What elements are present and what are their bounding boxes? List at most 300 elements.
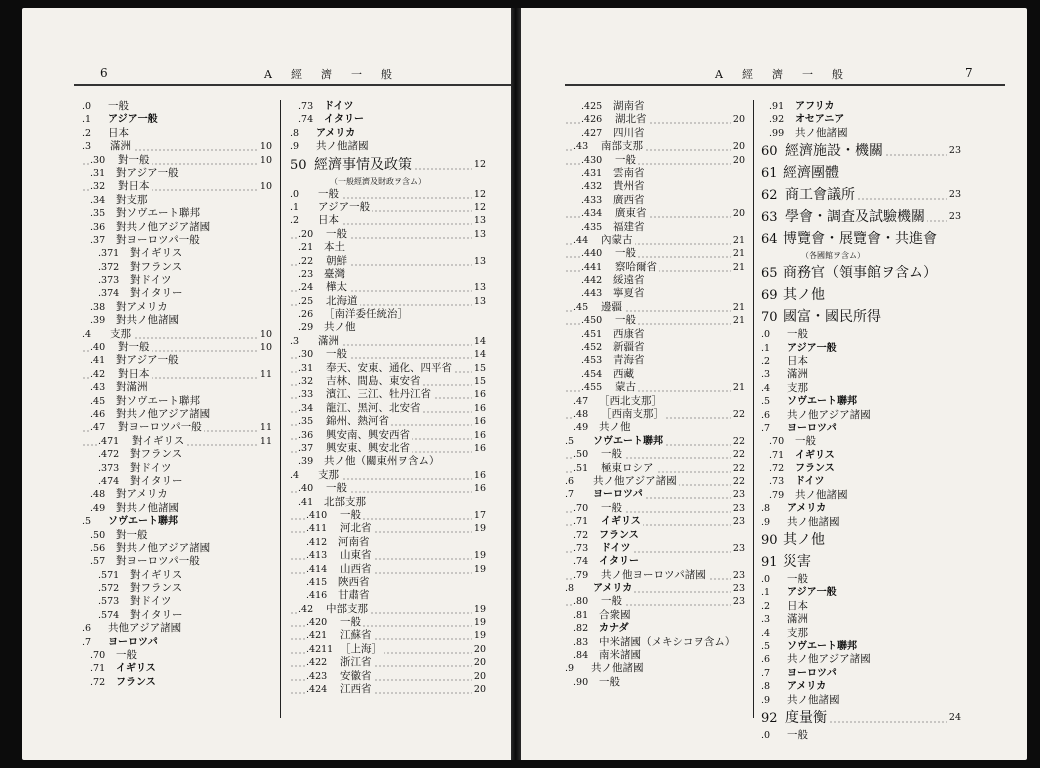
class-code: .441	[581, 261, 615, 274]
class-code: .451	[581, 328, 603, 340]
entry-label: 共ノ他ヨーロツパ諸國	[601, 568, 706, 581]
entry-label: 一般	[599, 675, 620, 688]
entry-label: 臺灣	[324, 267, 345, 280]
entry-label: 極東ロシア	[601, 461, 654, 474]
index-entry	[565, 636, 745, 649]
index-entry	[565, 274, 745, 287]
class-code: .8	[290, 127, 300, 139]
index-entry	[565, 180, 745, 193]
index-heading	[761, 184, 961, 206]
page-ref: 22	[732, 462, 745, 474]
page-ref: 20	[473, 684, 486, 696]
page-ref: 16	[473, 483, 486, 495]
index-heading	[761, 551, 961, 573]
entry-label: 日本	[318, 214, 339, 227]
index-entry	[565, 301, 745, 314]
entry-label: 對イギリス	[132, 434, 185, 447]
entry-label: 對イタリー	[130, 474, 183, 487]
index-entry	[565, 140, 745, 153]
index-entry	[290, 415, 486, 428]
class-code: .454	[581, 368, 603, 380]
entry-label: 新疆省	[613, 341, 645, 354]
entry-label: 對ヨーロツパ一般	[116, 555, 200, 568]
class-code: .432	[581, 181, 603, 193]
class-code: .35	[90, 208, 106, 220]
entry-label: 朝鮮	[326, 254, 347, 267]
page-ref: 20	[473, 657, 486, 669]
class-code: 90	[761, 533, 778, 549]
entry-label: 對フランス	[130, 448, 183, 461]
page-ref: 19	[473, 523, 486, 535]
index-entry	[290, 321, 486, 334]
class-code: .71	[769, 449, 785, 461]
index-entry	[82, 622, 272, 635]
entry-label: 江蘇省	[340, 629, 372, 642]
index-entry	[761, 516, 961, 529]
right-running-title: A 經 濟 一 般	[715, 68, 847, 81]
entry-label: 學會・調査及試驗機關	[785, 209, 925, 226]
class-code: .440	[581, 247, 615, 260]
index-entry	[290, 509, 486, 522]
index-entry	[290, 402, 486, 415]
index-entry	[82, 234, 272, 247]
index-entry	[565, 261, 745, 274]
right-page-header	[565, 64, 1005, 86]
index-entry	[565, 488, 745, 501]
class-code: .373	[98, 275, 120, 287]
page-ref: 16	[473, 402, 486, 414]
index-entry	[761, 435, 961, 448]
entry-label: 對フランス	[130, 582, 183, 595]
class-code: .48	[573, 408, 601, 421]
index-entry	[761, 342, 961, 355]
entry-label: フランス	[599, 529, 639, 541]
class-code: .372	[98, 261, 120, 273]
entry-label: ソヴエート聯邦	[787, 640, 857, 652]
index-entry	[82, 569, 272, 582]
page-ref: 10	[259, 328, 272, 340]
entry-label: 一般	[601, 501, 622, 514]
index-entry	[761, 653, 961, 666]
class-code: .0	[761, 574, 771, 586]
entry-label: 對滿洲	[116, 381, 148, 394]
index-entry	[565, 462, 745, 475]
index-entry	[761, 127, 961, 140]
class-code: .90	[573, 676, 589, 688]
class-code: .70	[90, 650, 106, 662]
index-entry	[565, 287, 745, 300]
class-code: .0	[761, 729, 771, 741]
page-ref: 14	[473, 335, 486, 347]
class-code: .0	[761, 329, 771, 341]
class-code: .4	[761, 382, 771, 394]
class-code: .41	[90, 355, 106, 367]
index-entry	[761, 462, 961, 475]
index-heading	[761, 529, 961, 551]
class-code: .34	[298, 402, 326, 415]
index-entry	[290, 603, 486, 616]
entry-label: 對日本	[118, 180, 150, 193]
class-code: 92	[761, 708, 785, 730]
class-code: .73	[298, 101, 314, 112]
index-entry	[565, 368, 745, 381]
entry-label: 河北省	[340, 522, 372, 535]
index-heading	[761, 306, 961, 328]
index-entry	[82, 354, 272, 367]
entry-label: 一般	[318, 187, 339, 200]
class-code: .4211	[306, 643, 340, 656]
class-code: .39	[90, 315, 106, 327]
page-ref: 20	[732, 154, 745, 166]
class-code: .0	[82, 101, 92, 112]
index-entry	[761, 395, 961, 408]
class-code: .74	[298, 114, 314, 126]
entry-label: 廣東省	[615, 207, 647, 220]
class-code: .434	[581, 207, 615, 220]
index-entry	[82, 676, 272, 689]
page-ref: 10	[259, 154, 272, 166]
page-ref: 23	[732, 596, 745, 608]
class-code: 60	[761, 141, 785, 163]
entry-label: 共ノ他諸國	[316, 140, 369, 153]
entry-label: 博覽會・展覽會・共進會	[783, 231, 937, 248]
entry-label: 經濟施設・機關	[785, 143, 883, 160]
entry-label: 雲南省	[613, 166, 645, 179]
index-entry	[565, 529, 745, 542]
note-text: （各國館ヲ含ム）	[801, 251, 865, 261]
entry-label: 樺太	[326, 281, 347, 294]
entry-label: 一般	[601, 448, 622, 461]
class-code: .37	[90, 234, 106, 246]
entry-label: 支那	[787, 626, 808, 639]
entry-label: アメリカ	[787, 681, 827, 693]
index-entry	[290, 140, 486, 153]
index-entry	[565, 381, 745, 394]
entry-label: 滿洲	[318, 334, 339, 347]
index-entry	[290, 549, 486, 562]
entry-label: 福建省	[613, 220, 645, 233]
entry-label: 河南省	[338, 535, 370, 548]
entry-label: カナダ	[599, 623, 629, 635]
class-code: .50	[90, 529, 106, 541]
class-code: .49	[90, 502, 106, 514]
entry-label: ［上海］	[340, 642, 382, 655]
left-page-header	[74, 64, 512, 86]
page-ref: 11	[259, 435, 272, 447]
class-code: .35	[298, 415, 326, 428]
index-heading	[761, 140, 961, 162]
class-code: .2	[761, 355, 771, 367]
class-code: .571	[98, 569, 120, 581]
entry-label: 對共ノ他アジア諸國	[116, 407, 211, 420]
class-code: .9	[565, 663, 575, 675]
class-code: .71	[573, 515, 601, 528]
index-entry	[761, 449, 961, 462]
index-entry	[82, 395, 272, 408]
index-entry	[565, 341, 745, 354]
entry-label: 度量衡	[785, 709, 827, 726]
column-divider	[280, 100, 281, 718]
entry-label: 一般	[615, 247, 636, 260]
entry-label: ソヴエート聯邦	[787, 396, 857, 408]
class-code: .425	[581, 101, 603, 112]
index-entry	[565, 595, 745, 608]
entry-label: 吉林、間島、東安省	[326, 375, 421, 388]
entry-label: イギリス	[116, 663, 156, 675]
class-code: .99	[769, 127, 785, 139]
page-ref: 21	[732, 382, 745, 394]
class-code: .91	[769, 101, 785, 112]
index-entry	[82, 502, 272, 515]
entry-label: 寧夏省	[613, 287, 645, 300]
entry-label: 日本	[108, 126, 129, 139]
entry-label: 甘肅省	[338, 589, 370, 602]
entry-label: 支那	[787, 381, 808, 394]
index-entry	[761, 680, 961, 693]
entry-label: 共ノ他諸國	[787, 515, 840, 528]
entry-label: ドイツ	[795, 476, 825, 488]
page-ref: 23	[732, 516, 745, 528]
index-entry	[290, 201, 486, 214]
class-code: .431	[581, 167, 603, 179]
class-code: .416	[306, 590, 328, 602]
index-entry	[761, 573, 961, 586]
book-gutter	[511, 8, 521, 760]
index-entry	[290, 268, 486, 281]
entry-label: ［西北支那］	[599, 394, 662, 407]
index-entry	[290, 362, 486, 375]
index-entry	[290, 127, 486, 140]
index-entry	[82, 515, 272, 528]
class-code: .40	[90, 341, 118, 354]
index-entry	[82, 247, 272, 260]
class-code: .47	[90, 421, 118, 434]
entry-label: アジア一般	[787, 587, 837, 599]
entry-label: 支那	[318, 468, 339, 481]
index-entry	[565, 194, 745, 207]
index-entry	[761, 355, 961, 368]
entry-label: イタリー	[599, 556, 639, 568]
index-entry	[565, 328, 745, 341]
entry-label: フランス	[795, 463, 835, 475]
entry-label: 南部支那	[601, 140, 643, 153]
page-ref: 12	[473, 188, 486, 200]
index-entry	[290, 670, 486, 683]
header-rule	[74, 84, 512, 86]
index-entry	[82, 462, 272, 475]
class-code: .410	[306, 509, 340, 522]
page-ref: 11	[259, 422, 272, 434]
class-code: .7	[82, 636, 92, 648]
entry-label: ソヴエート聯邦	[593, 435, 663, 447]
index-entry	[565, 167, 745, 180]
entry-label: アメリカ	[593, 583, 633, 595]
class-code: .5	[82, 516, 92, 528]
page-ref: 23	[732, 542, 745, 554]
entry-label: 一般	[787, 728, 808, 741]
entry-label: イギリス	[601, 516, 641, 528]
class-code: .41	[298, 496, 314, 508]
index-entry	[290, 188, 486, 201]
class-code: .48	[90, 489, 106, 501]
index-entry	[82, 435, 272, 448]
index-entry	[565, 234, 745, 247]
entry-label: アメリカ	[787, 503, 827, 515]
entry-label: アジア一般	[318, 200, 371, 213]
class-code: .42	[90, 368, 118, 381]
page-ref: 13	[473, 228, 486, 240]
page-ref: 23	[732, 502, 745, 514]
class-code: .80	[573, 595, 601, 608]
left-page-number: 6	[100, 66, 108, 80]
entry-label: 對ソヴエート聯邦	[116, 207, 200, 220]
class-code: .3	[82, 140, 110, 153]
class-code: .423	[306, 670, 340, 683]
class-code: .72	[90, 676, 106, 688]
page-ref: 17	[473, 509, 486, 521]
page-ref: 21	[732, 301, 745, 313]
entry-label: 共他アジア諸國	[108, 622, 182, 635]
index-entry	[82, 113, 272, 126]
entry-label: 商務官（領事館ヲ含ム）	[783, 265, 937, 282]
class-code: .373	[98, 462, 120, 474]
index-entry	[761, 640, 961, 653]
index-entry	[82, 408, 272, 421]
index-entry	[290, 241, 486, 254]
index-heading	[290, 154, 486, 176]
entry-label: 對イギリス	[130, 247, 183, 260]
page-ref: 16	[473, 416, 486, 428]
index-entry	[290, 482, 486, 495]
page-ref: 10	[259, 342, 272, 354]
class-code: .412	[306, 536, 328, 548]
class-code: .22	[298, 255, 326, 268]
index-entry	[290, 388, 486, 401]
entry-label: 山西省	[340, 562, 372, 575]
class-code: .435	[581, 221, 603, 233]
class-code: .45	[573, 301, 601, 314]
entry-label: 一般	[340, 508, 361, 521]
class-code: .4	[761, 627, 771, 639]
index-entry	[290, 100, 486, 113]
page-ref: 12	[473, 201, 486, 213]
class-code: .411	[306, 522, 340, 535]
class-code: .72	[769, 463, 785, 475]
page-ref: 22	[732, 408, 745, 420]
entry-label: アフリカ	[795, 101, 835, 112]
index-entry	[290, 496, 486, 509]
class-code: .374	[98, 288, 120, 300]
entry-label: 一般	[326, 482, 347, 495]
class-code: .25	[298, 295, 326, 308]
class-code: .84	[573, 650, 589, 662]
entry-label: 災害	[783, 554, 811, 571]
class-code: .455	[581, 381, 615, 394]
entry-label: フランス	[116, 676, 156, 688]
class-code: .38	[90, 301, 106, 313]
index-entry	[761, 422, 961, 435]
page-ref: 16	[473, 469, 486, 481]
entry-label: 對共ノ他諸國	[116, 501, 179, 514]
entry-label: 滿洲	[787, 368, 808, 381]
class-code: 50	[290, 155, 314, 177]
index-entry	[761, 667, 961, 680]
index-entry	[290, 113, 486, 126]
class-code: .7	[761, 667, 771, 679]
entry-label: 對ソヴエート聯邦	[116, 394, 200, 407]
class-code: .1	[82, 114, 92, 126]
index-entry	[565, 555, 745, 568]
entry-label: 對イタリー	[130, 287, 183, 300]
entry-label: 共ノ他諸國	[795, 126, 848, 139]
class-code: .433	[581, 194, 603, 206]
index-entry	[82, 221, 272, 234]
page-ref: 20	[732, 208, 745, 220]
class-code: .442	[581, 275, 603, 287]
page-ref: 14	[473, 349, 486, 361]
class-code: .83	[573, 636, 589, 648]
index-entry	[82, 368, 272, 381]
entry-label: ヨーロツパ	[787, 422, 837, 434]
class-code: .30	[90, 154, 118, 167]
class-code: .44	[573, 234, 601, 247]
class-code: .46	[90, 408, 106, 420]
class-code: .79	[573, 569, 601, 582]
page-ref: 10	[259, 181, 272, 193]
entry-label: 青海省	[613, 354, 645, 367]
class-code: .31	[298, 362, 326, 375]
entry-label: 一般	[615, 153, 636, 166]
entry-label: 廣西省	[613, 193, 645, 206]
index-entry	[82, 301, 272, 314]
entry-label: 奉天、安東、通化、四平省	[326, 361, 452, 374]
entry-label: 滿洲	[110, 140, 131, 153]
class-code: .3	[761, 614, 771, 626]
index-entry	[565, 676, 745, 689]
index-entry	[761, 489, 961, 502]
page-ref: 21	[732, 261, 745, 273]
entry-label: 經濟團體	[783, 165, 839, 182]
right-page	[521, 8, 1027, 760]
class-code: .1	[290, 201, 318, 214]
entry-label: 四川省	[613, 126, 645, 139]
entry-label: 支那	[110, 327, 131, 340]
class-code: .45	[90, 395, 106, 407]
page-ref: 23	[947, 184, 961, 206]
entry-label: 興安南、興安西省	[326, 428, 410, 441]
index-heading	[761, 162, 961, 184]
page-ref: 22	[732, 475, 745, 487]
class-code: .74	[573, 556, 589, 568]
entry-label: 共ノ他アジア諸國	[787, 408, 871, 421]
class-code: .79	[769, 489, 785, 501]
index-entry	[290, 308, 486, 321]
index-entry	[82, 542, 272, 555]
entry-label: 錦州、熱河省	[326, 415, 389, 428]
entry-label: 本土	[324, 241, 345, 254]
index-entry	[82, 636, 272, 649]
index-entry	[565, 475, 745, 488]
class-code: .414	[306, 563, 340, 576]
index-entry	[82, 488, 272, 501]
page-ref: 23	[732, 583, 745, 595]
class-code: .1	[761, 342, 771, 354]
index-entry	[565, 421, 745, 434]
entry-label: 對共ノ他アジア諸國	[116, 541, 211, 554]
index-entry	[565, 221, 745, 234]
index-entry	[82, 609, 272, 622]
entry-label: オセアニア	[795, 114, 845, 126]
